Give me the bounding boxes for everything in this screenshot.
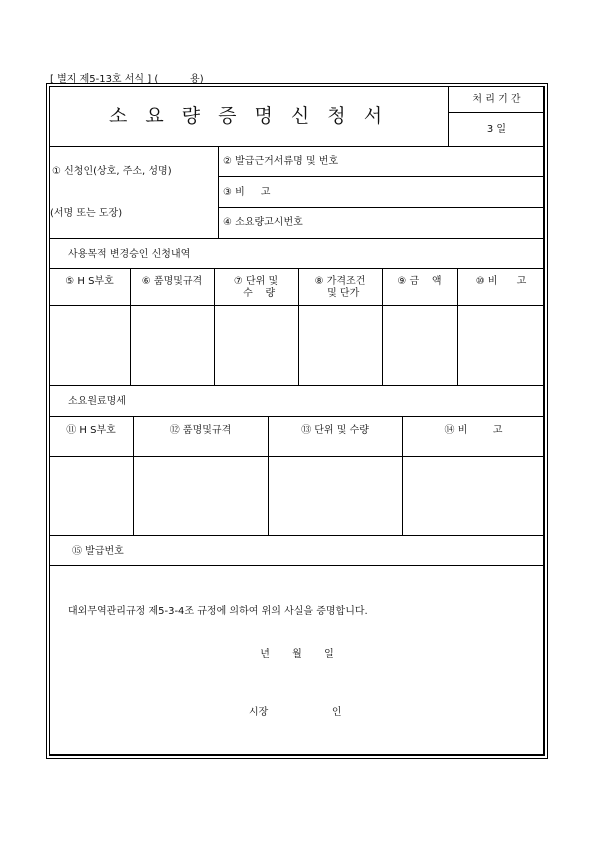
- section1-col-amount: ⑨ 금 액: [397, 276, 442, 287]
- applicant-divider: [218, 146, 219, 238]
- header-bottom-line: [49, 146, 545, 147]
- section1-col-item-spec: ⑥ 품명및규격: [141, 276, 203, 287]
- section1-title: 사용목적 변경승인 신청내역: [68, 249, 191, 260]
- section2-col-remarks: ⑭ 비 고: [444, 425, 503, 436]
- notice-number-label: ④ 소요량고시번호: [223, 217, 303, 228]
- applicant-row-line-1: [218, 176, 545, 177]
- applicant-label: ① 신청인(상호, 주소, 성명): [52, 166, 172, 177]
- signature-label: (서명 또는 도장): [50, 208, 123, 219]
- section1-col-remarks: ⑩ 비 고: [475, 276, 527, 287]
- form-title: 소 요 량 증 명 신 청 서: [108, 105, 389, 127]
- certification-statement: 대외무역관리규정 제5-3-4조 규정에 의하여 위의 사실을 증명합니다.: [68, 606, 368, 617]
- section1-bottom-line: [49, 385, 545, 386]
- applicant-bottom-line: [49, 238, 545, 239]
- section2-title-line: [49, 416, 545, 417]
- section2-col-unit-qty: ⑬ 단위 및 수량: [301, 425, 369, 436]
- processing-period-header: 처 리 기 간: [472, 94, 521, 105]
- section2-title: 소요원료명세: [68, 396, 126, 407]
- section1-col-hs-code: ⑤ H S부호: [65, 276, 114, 287]
- issue-number-line: [49, 565, 545, 566]
- applicant-row-line-2: [218, 207, 545, 208]
- signer-line: 시장 인: [249, 707, 342, 718]
- section2-col-item-spec: ⑫ 품명및규격: [169, 425, 232, 436]
- issue-number-label: ⑮ 발급번호: [72, 546, 124, 557]
- section1-col-unit-qty: ⑦ 단위 및 수 량: [233, 276, 279, 299]
- section1-header-line: [49, 305, 545, 306]
- processing-divider: [448, 112, 545, 113]
- section2-header-line: [49, 456, 545, 457]
- document-name-label: ② 발급근거서류명 및 번호: [223, 156, 339, 167]
- section2-col-hs-code: ⑪ H S부호: [66, 425, 116, 436]
- date-line: 년 월 일: [260, 649, 334, 660]
- form-number-label: [ 별지 제5-13호 서식 ] ( 용): [50, 74, 204, 85]
- section1-title-line: [49, 268, 545, 269]
- section1-col-price-terms: ⑧ 가격조건 및 단가: [314, 276, 366, 299]
- processing-period-value: 3 일: [486, 124, 507, 135]
- remarks-label: ③ 비 고: [223, 187, 271, 198]
- section2-bottom-line: [49, 535, 545, 536]
